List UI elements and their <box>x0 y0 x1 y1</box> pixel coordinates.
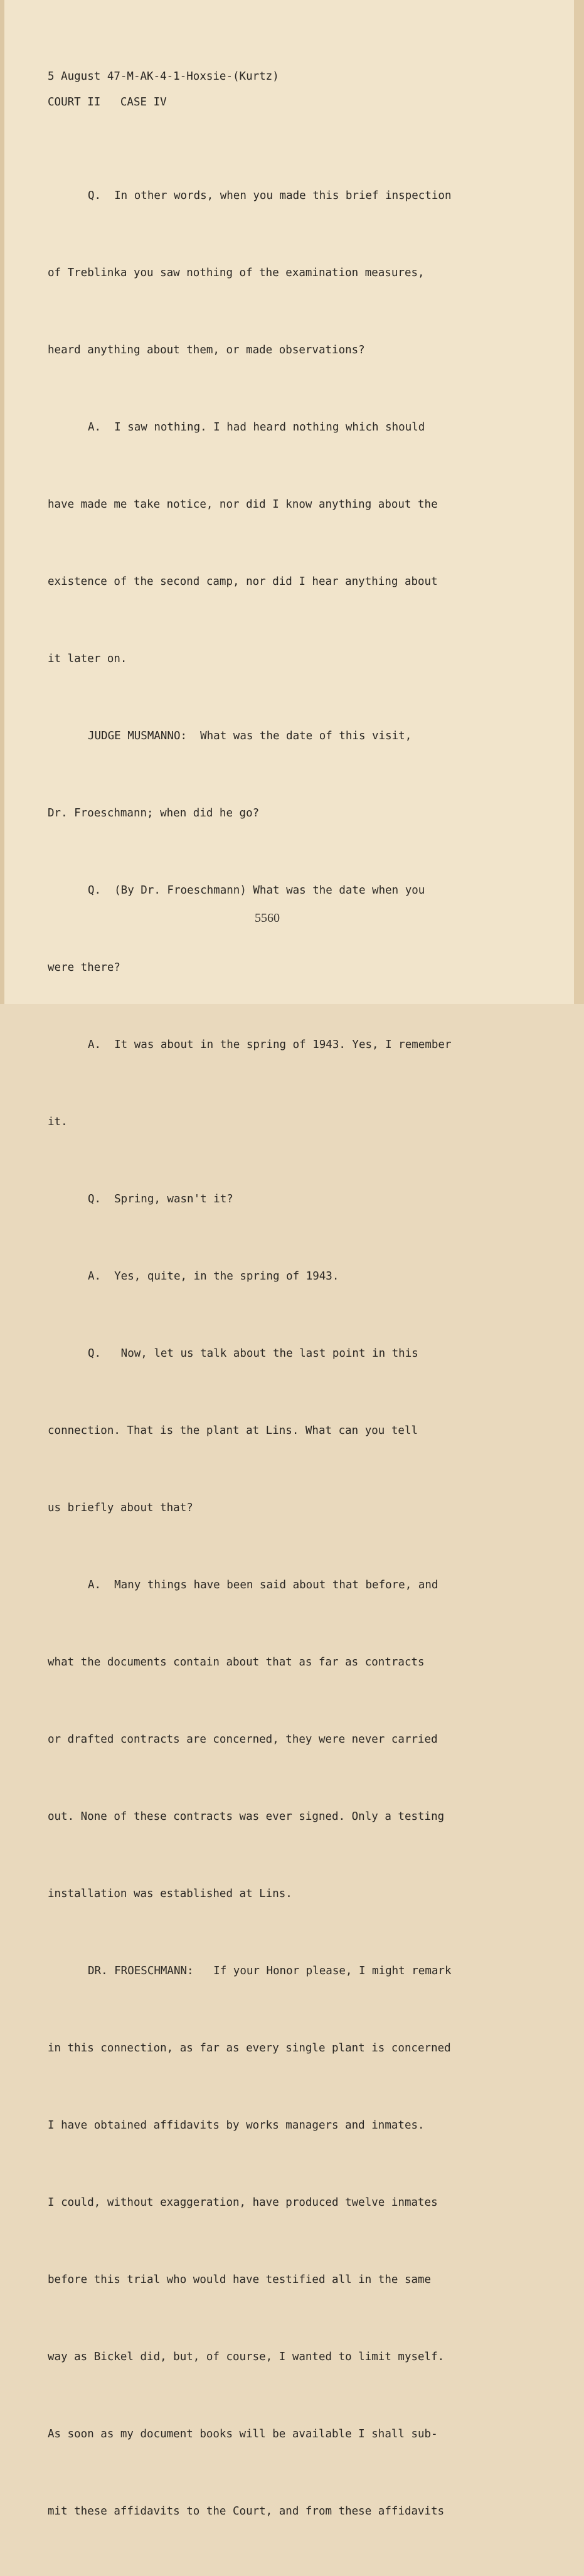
transcript-line: or drafted contracts are concerned, they were never carried <box>48 1733 438 1746</box>
transcript-line: heard anything about them, or made observations? <box>48 344 365 356</box>
transcript-line: mit these affidavits to the Court, and from these affidavits <box>48 2505 445 2518</box>
transcript-line: existence of the second camp, nor did I hear anything about <box>48 575 438 588</box>
transcript-line: A. It was about in the spring of 1943. Yes, I remember <box>88 1039 452 1051</box>
transcript-line: A. Many things have been said about that before, and <box>88 1579 438 1591</box>
transcript-line: of Treblinka you saw nothing of the examination measures, <box>48 267 425 279</box>
transcript-line: way as Bickel did, but, of course, I wanted to limit myself. <box>48 2351 445 2363</box>
transcript-line: connection. That is the plant at Lins. What can you tell <box>48 1424 418 1437</box>
transcript-line: have made me take notice, nor did I know anything about the <box>48 498 438 511</box>
transcript-body <box>48 132 524 2576</box>
transcript-line: before this trial who would have testified all in the same <box>48 2274 432 2286</box>
transcript-line: JUDGE MUSMANNO: What was the date of this visit, <box>88 730 412 742</box>
transcript-line: out. None of these contracts was ever signed. Only a testing <box>48 1810 445 1823</box>
transcript-line: Q. Spring, wasn't it? <box>88 1193 233 1205</box>
transcript-line: I could, without exaggeration, have produced twelve inmates <box>48 2196 438 2209</box>
transcript-line: DR. FROESCHMANN: If your Honor please, I might remark <box>88 1965 452 1977</box>
transcript-line: Q. Now, let us talk about the last point in this <box>88 1347 418 1360</box>
transcript-line: were there? <box>48 961 120 974</box>
page-right-edge <box>574 0 584 1004</box>
transcript-line: I have obtained affidavits by works managers and inmates. <box>48 2119 425 2132</box>
transcript-line: installation was established at Lins. <box>48 1888 292 1900</box>
transcript-line: A. Yes, quite, in the spring of 1943. <box>88 1270 339 1283</box>
transcript-line: it later on. <box>48 653 127 665</box>
page-number: 5560 <box>255 911 280 925</box>
transcript-line: in this connection, as far as every single plant is concerned <box>48 2042 451 2055</box>
transcript-line: Q. In other words, when you made this brief inspection <box>88 190 452 202</box>
transcript-line: A. I saw nothing. I had heard nothing which should <box>88 421 425 434</box>
court-case-heading: COURT II CASE IV <box>48 96 167 109</box>
transcript-reference: 5 August 47-M-AK-4-1-Hoxsie-(Kurtz) <box>48 70 279 83</box>
transcript-line: what the documents contain about that as far as contracts <box>48 1656 425 1669</box>
transcript-line: it. <box>48 1116 68 1128</box>
transcript-line: Q. (By Dr. Froeschmann) What was the date when you <box>88 884 425 897</box>
transcript-line: As soon as my document books will be available I shall sub- <box>48 2428 438 2440</box>
transcript-line: us briefly about that? <box>48 1502 193 1514</box>
page-left-edge <box>0 0 4 1004</box>
transcript-line: Dr. Froeschmann; when did he go? <box>48 807 260 820</box>
